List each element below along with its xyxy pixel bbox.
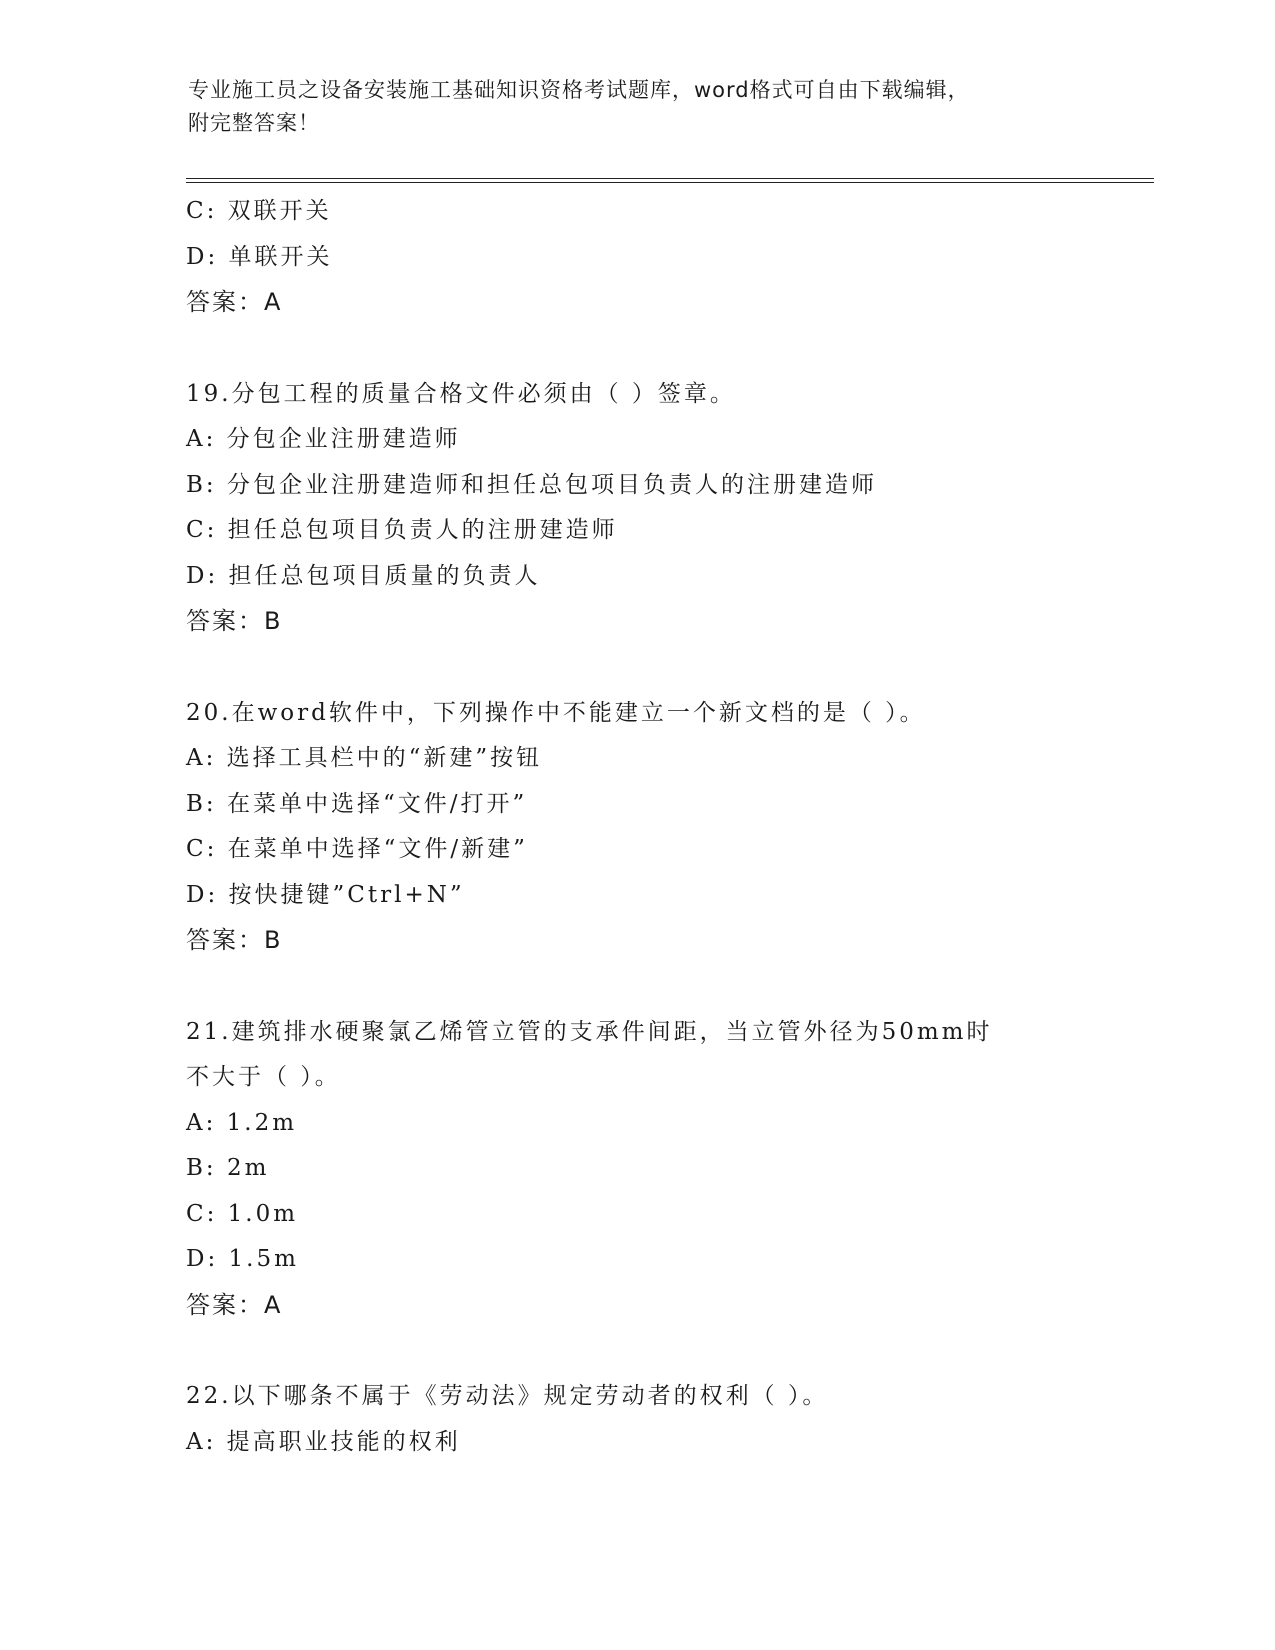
question-text: 20.在word软件中，下列操作中不能建立一个新文档的是（ ）。 bbox=[186, 699, 926, 726]
option-a: A: 选择工具栏中的“新建”按钮 bbox=[186, 745, 543, 771]
option-d: D: 单联开关 bbox=[186, 243, 333, 270]
question-text: 22.以下哪条不属于《劳动法》规定劳动者的权利（ ）。 bbox=[186, 1383, 829, 1409]
question-text: 19.分包工程的质量合格文件必须由（ ）签章。 bbox=[186, 380, 736, 407]
option-c: C: 1.0m bbox=[186, 1200, 299, 1227]
option-d: D: 1.5m bbox=[186, 1246, 299, 1272]
question-text-line-2: 不大于（ ）。 bbox=[186, 1064, 341, 1090]
header-double-rule bbox=[186, 178, 1154, 183]
question-21 bbox=[186, 1010, 1086, 1329]
option-a: A: 分包企业注册建造师 bbox=[186, 426, 461, 452]
spacer bbox=[186, 645, 1086, 691]
option-b: B: 分包企业注册建造师和担任总包项目负责人的注册建造师 bbox=[186, 471, 877, 498]
option-a: A: 1.2m bbox=[186, 1109, 298, 1136]
question-19 bbox=[186, 372, 1086, 645]
option-c: C: 在菜单中选择“文件/新建” bbox=[186, 836, 528, 862]
spacer bbox=[186, 326, 1086, 372]
spacer bbox=[186, 964, 1086, 1010]
header-line-2: 附完整答案！ bbox=[188, 111, 320, 135]
question-list bbox=[186, 189, 1086, 1465]
option-a: A: 提高职业技能的权利 bbox=[186, 1428, 461, 1455]
answer: 答案：A bbox=[186, 288, 283, 316]
header-line-1: 专业施工员之设备安装施工基础知识资格考试题库，word格式可自由下载编辑， bbox=[188, 78, 970, 102]
answer: 答案：A bbox=[186, 1290, 283, 1319]
option-d: D: 担任总包项目质量的负责人 bbox=[186, 562, 541, 589]
option-c: C: 担任总包项目负责人的注册建造师 bbox=[186, 517, 618, 543]
question-text-line-1: 21.建筑排水硬聚氯乙烯管立管的支承件间距，当立管外径为50mm时 bbox=[186, 1018, 993, 1045]
answer: 答案：B bbox=[186, 926, 283, 954]
question-22 bbox=[186, 1374, 1086, 1465]
option-b: B: 2m bbox=[186, 1155, 270, 1181]
question-18-tail bbox=[186, 189, 1086, 326]
option-b: B: 在菜单中选择“文件/打开” bbox=[186, 790, 528, 817]
spacer bbox=[186, 1328, 1086, 1374]
option-d: D: 按快捷键”Ctrl+N” bbox=[186, 881, 465, 908]
question-20 bbox=[186, 691, 1086, 964]
option-c: C: 双联开关 bbox=[186, 198, 332, 224]
answer: 答案：B bbox=[186, 607, 283, 635]
page-header bbox=[188, 74, 1088, 140]
